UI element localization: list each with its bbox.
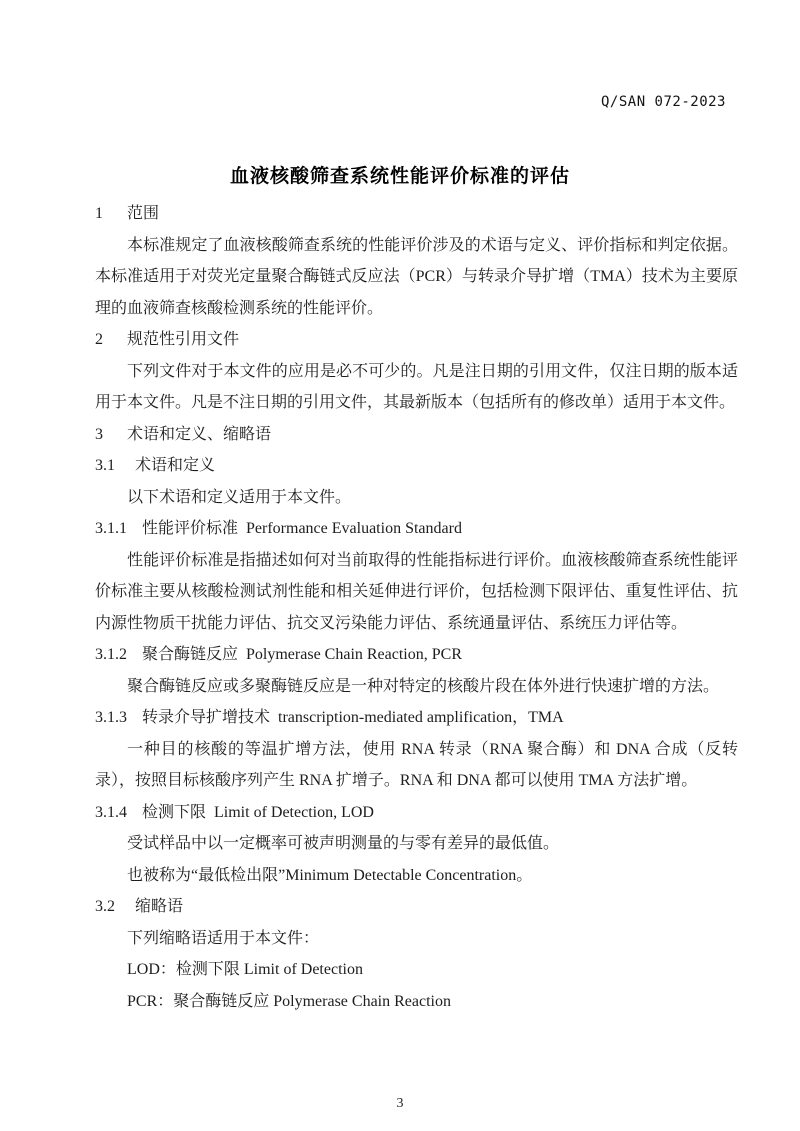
paragraph-terms-intro: 以下术语和定义适用于本文件。 bbox=[127, 488, 352, 506]
abbreviation-item-pcr: PCR：聚合酶链反应 Polymerase Chain Reaction bbox=[127, 992, 451, 1010]
clause-title: 术语和定义、缩略语 bbox=[127, 425, 272, 443]
clause-number: 2 bbox=[95, 331, 103, 348]
clause-number: 1 bbox=[95, 205, 103, 222]
page-title: 血液核酸筛查系统性能评价标准的评估 bbox=[229, 166, 570, 187]
paragraph-scope: 本标准规定了血液核酸筛查系统的性能评价涉及的术语与定义、评价指标和判定依据。本标准适用于对荧光定量聚合酶链式反应法（PCR）与转录介导扩增（TMA）技术为主要原理的血液筛查核酸检测系统的性能评价。 bbox=[95, 236, 738, 317]
clause-number: 3 bbox=[95, 425, 103, 443]
paragraph-term-definition: 聚合酶链反应或多聚酶链反应是一种对特定的核酸片段在体外进行快速扩增的方法。 bbox=[127, 677, 720, 695]
clause-number: 3.1 bbox=[95, 457, 115, 474]
term-heading-tma bbox=[95, 702, 738, 734]
term-name-zh: 性能评价标准 bbox=[142, 520, 239, 537]
term-name-en: Polymerase Chain Reaction, PCR bbox=[246, 646, 462, 663]
term-heading-lod bbox=[95, 797, 738, 829]
clause-heading-normative-references bbox=[95, 324, 738, 356]
clause-number: 3.1.2 bbox=[95, 646, 127, 663]
term-name-en: transcription-mediated amplification，TMA bbox=[278, 709, 564, 726]
clause-heading-terms-definitions bbox=[95, 450, 738, 482]
term-heading-performance-evaluation-standard bbox=[95, 513, 738, 545]
clause-number: 3.1.3 bbox=[95, 709, 127, 726]
standard-code: Q/SAN 072-2023 bbox=[600, 94, 726, 110]
document-body bbox=[95, 198, 738, 1017]
paragraph-term-definition: 一种目的核酸的等温扩增方法，使用 RNA 转录（RNA 聚合酶）和 DNA 合成（反转录），按照目标核酸序列产生 RNA 扩增子。RNA 和 DNA 都可以使用 TMA 方法扩增。 bbox=[95, 740, 738, 789]
term-heading-pcr bbox=[95, 639, 738, 671]
clause-title: 缩略语 bbox=[135, 898, 184, 915]
paragraph-normative-references: 下列文件对于本文件的应用是必不可少的。凡是注日期的引用文件，仅注日期的版本适用于本文件。凡是不注日期的引用文件，其最新版本（包括所有的修改单）适用于本文件。 bbox=[95, 362, 738, 411]
clause-heading-abbreviations bbox=[95, 891, 738, 923]
clause-number: 3.1.1 bbox=[95, 520, 127, 537]
term-name-zh: 检测下限 bbox=[142, 803, 207, 821]
clause-title: 术语和定义 bbox=[135, 457, 216, 474]
abbreviation-item-lod: LOD：检测下限 Limit of Detection bbox=[127, 961, 363, 978]
clause-title: 规范性引用文件 bbox=[127, 331, 240, 348]
paragraph-term-definition: 性能评价标准是指描述如何对当前取得的性能指标进行评价。血液核酸筛查系统性能评价标准主要从核酸检测试剂性能和相关延伸进行评价，包括检测下限评估、重复性评估、抗内源性物质干扰能力评估、抗交叉污染能力评估、系统通量评估、系统压力评估等。 bbox=[95, 551, 738, 632]
term-name-zh: 转录介导扩增技术 bbox=[142, 709, 271, 726]
paragraph-term-note: 也被称为“最低检出限”Minimum Detectable Concentration。 bbox=[127, 866, 533, 884]
paragraph-term-definition: 受试样品中以一定概率可被声明测量的与零有差异的最低值。 bbox=[127, 835, 560, 852]
clause-heading-terms-abbreviations bbox=[95, 419, 738, 451]
clause-heading-scope bbox=[95, 198, 738, 230]
term-name-zh: 聚合酶链反应 bbox=[142, 646, 239, 663]
paragraph-abbreviations-intro: 下列缩略语适用于本文件： bbox=[127, 929, 320, 947]
page-number: 3 bbox=[396, 1096, 404, 1111]
clause-number: 3.2 bbox=[95, 898, 115, 915]
term-name-en: Performance Evaluation Standard bbox=[246, 520, 462, 537]
term-name-en: Limit of Detection, LOD bbox=[214, 803, 374, 821]
clause-title: 范围 bbox=[127, 205, 160, 222]
clause-number: 3.1.4 bbox=[95, 803, 127, 821]
